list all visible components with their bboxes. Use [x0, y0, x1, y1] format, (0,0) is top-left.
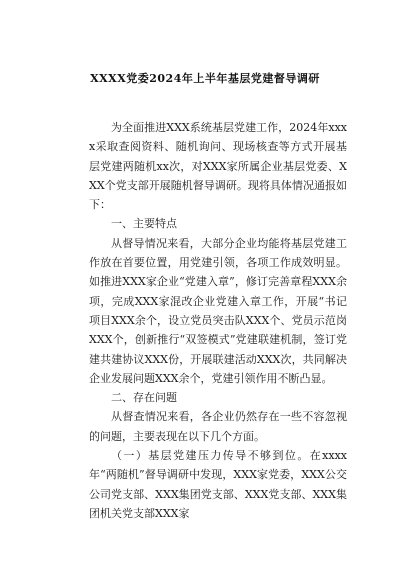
document-title: XXXX党委2024年上半年基层党建督导调研: [90, 72, 320, 85]
intro-paragraph: 为全面推进XXX系统基层党建工作，2024年xxxx采取查阅资料、随机询问、现场核查等方式开展基层党建两随机xx次，对XXX家所属企业基层党委、XXX个党支部开展随机督导调研。现将具体情况通报如下：: [89, 121, 347, 212]
document-body: [89, 118, 347, 523]
existing-problems-paragraph: 从督查情况来看，各企业仍然存在一些不容忽视的问题，主要表现在以下几个方面。: [89, 410, 347, 443]
main-features-paragraph: 从督导情况来看，大部分企业均能将基层党建工作放在首要位置，用党建引领，各项工作成效明显。如推进XXX家企业“党建入章”，修订完善章程XXX余项，完成XXX家混改企业党建入章工作，开展“书记项目XXX余个，设立党员突击队XXX个、党员示范岗XXX个，创新推行“双签模式”党建联建机制，签订党建共建协议XXX份，开展联建活动XXX次，共同解决企业发展问题XXX余个，党建引领作用不断凸显。: [89, 236, 347, 385]
section-heading-existing-problems: 二、存在问题: [111, 391, 177, 405]
subsection-pressure-paragraph: （一）基层党建压力传导不够到位。在xxxx年“两随机”督导调研中发现，XXX家党委，XXX公交公司党支部、XXX集团党支部、XXX党支部、XXX集团机关党支部XXX家: [89, 449, 347, 520]
section-heading-main-features: 一、主要特点: [111, 217, 177, 231]
